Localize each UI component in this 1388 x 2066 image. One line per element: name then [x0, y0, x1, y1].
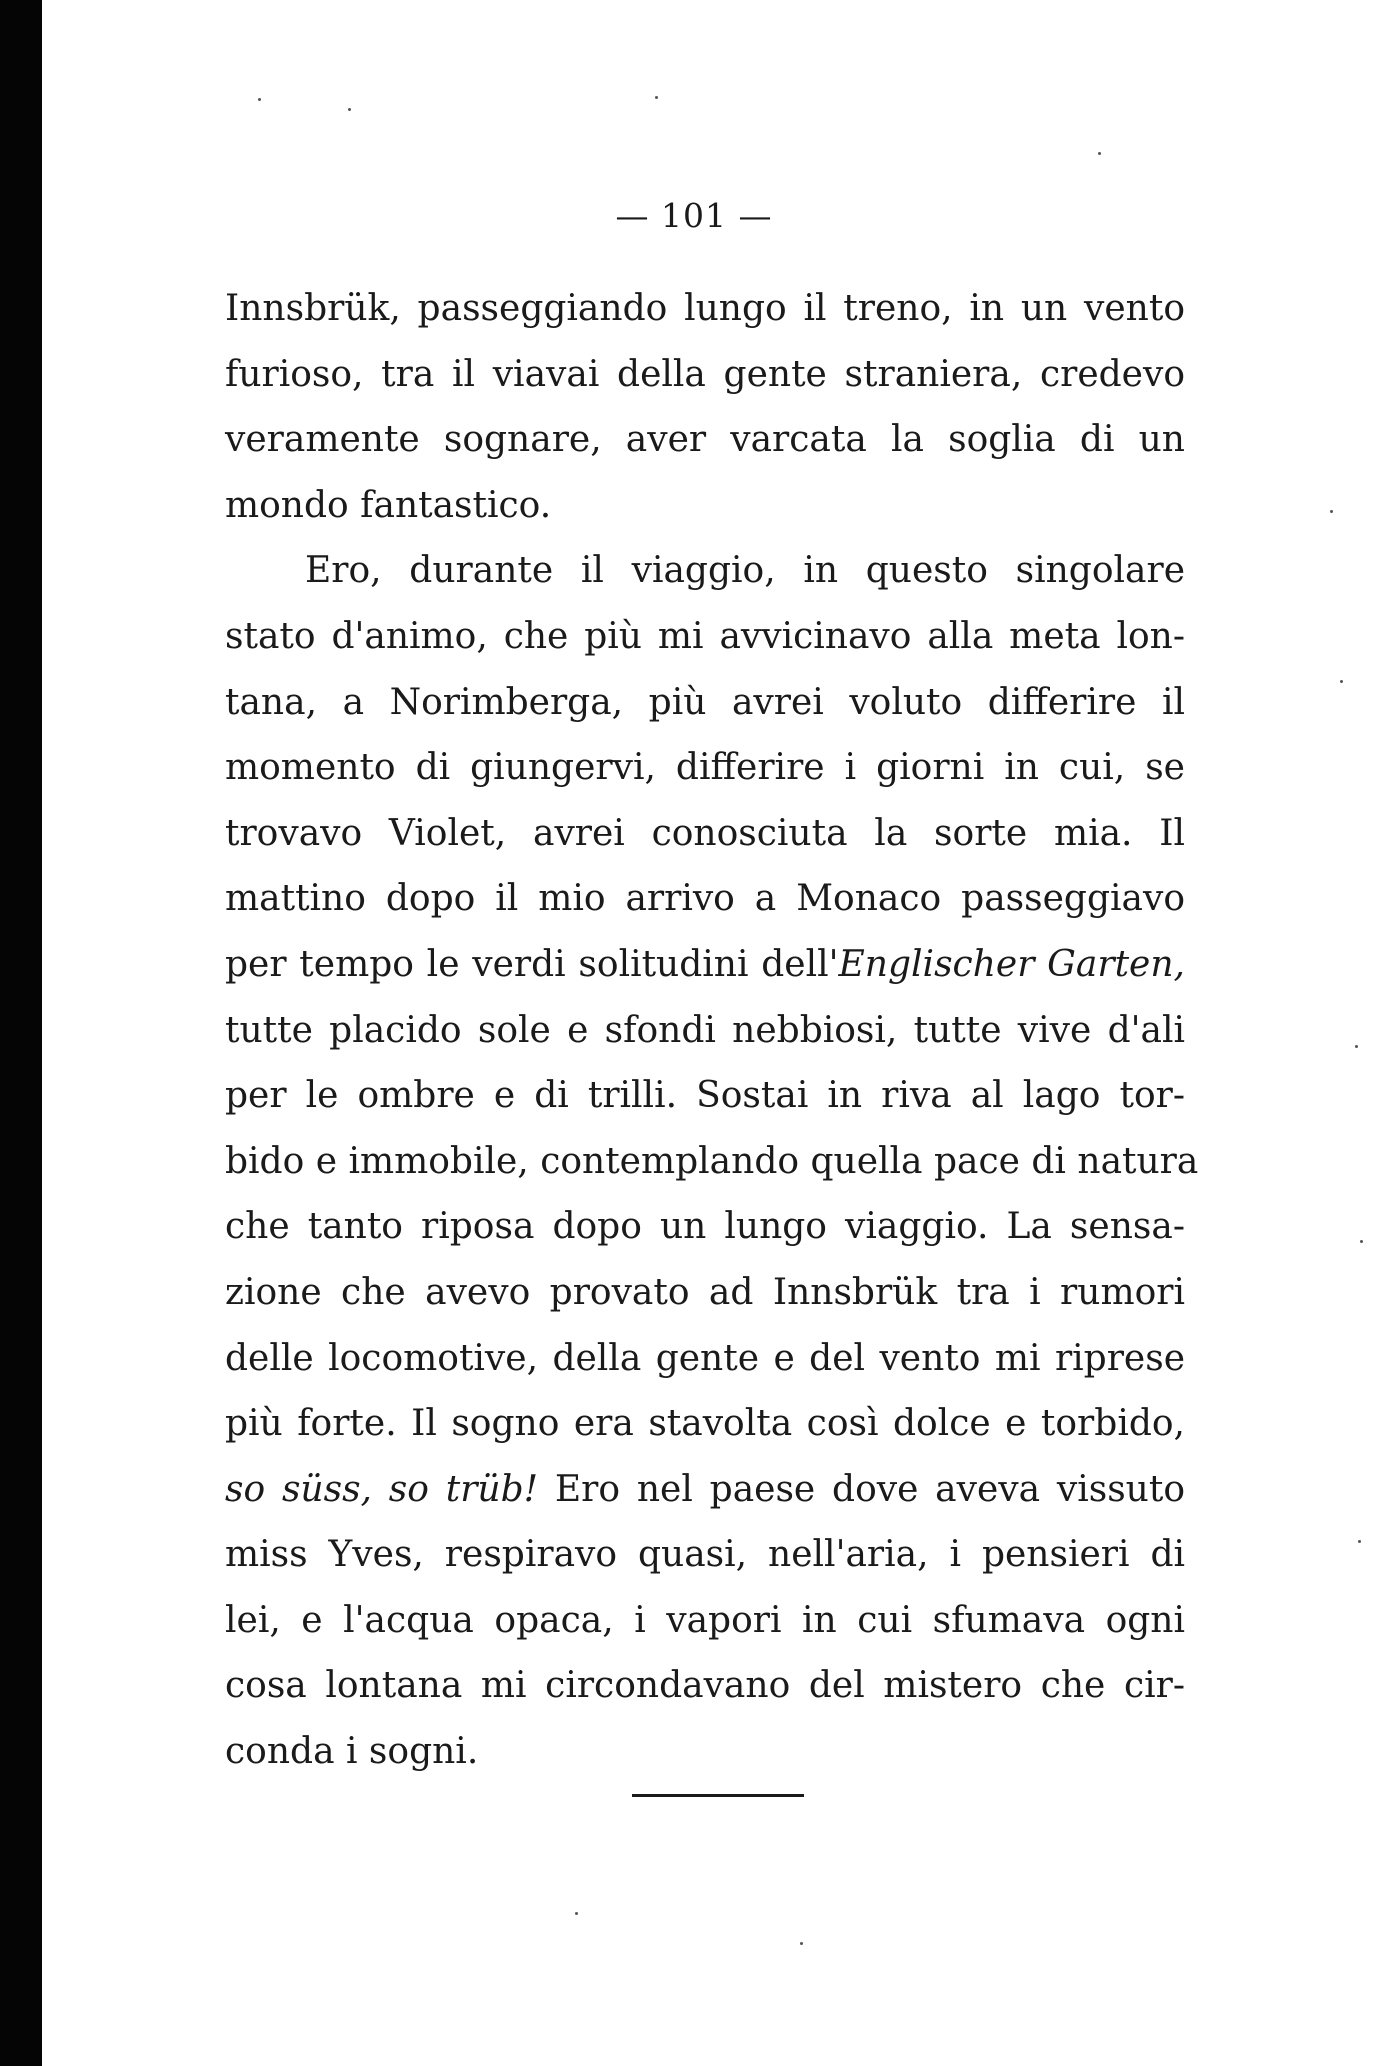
paragraph-1: [225, 276, 1185, 538]
body-text: [225, 276, 1199, 1785]
text-line: [225, 1457, 1185, 1523]
scan-speck: [1358, 1540, 1361, 1543]
scan-speck: [1098, 152, 1101, 155]
text-line: trovavo Violet, avrei conosciuta la sorte mia. Il: [225, 812, 1185, 854]
italic-phrase: Englischer Garten,: [838, 943, 1185, 985]
text-segment: Ero nel paese dove aveva vissuto: [538, 1468, 1186, 1510]
section-divider: [632, 1794, 804, 1797]
scan-speck: [800, 1942, 803, 1945]
text-line: conda i sogni.: [225, 1731, 479, 1773]
text-line: tana, a Norimberga, più avrei voluto differire il: [225, 681, 1185, 723]
scan-speck: [575, 1912, 578, 1915]
text-line: per le ombre e di trilli. Sostai in riva al lago tor-: [225, 1075, 1185, 1117]
text-line: [225, 932, 1185, 998]
scan-speck: [655, 96, 658, 99]
text-line: mattino dopo il mio arrivo a Monaco passeggiavo: [225, 878, 1185, 920]
text-line: bido e immobile, contemplando quella pace di natura: [225, 1140, 1199, 1182]
text-line: Innsbrük, passeggiando lungo il treno, in un vento: [225, 288, 1185, 329]
text-line: mondo fantastico.: [225, 484, 552, 526]
text-line: stato d'animo, che più mi avvicinavo alla meta lon-: [225, 615, 1185, 657]
scan-speck: [1355, 1045, 1358, 1048]
text-line: che tanto riposa dopo un lungo viaggio. La sensa-: [225, 1206, 1185, 1248]
page-number: — 101 —: [615, 196, 773, 235]
scan-edge-bar: [0, 0, 42, 2066]
text-line: Ero, durante il viaggio, in questo singolare: [305, 550, 1185, 592]
text-line: zione che avevo provato ad Innsbrük tra i rumori: [225, 1271, 1185, 1313]
text-line: delle locomotive, della gente e del vento mi riprese: [225, 1337, 1185, 1379]
text-line: veramente sognare, aver varcata la soglia di un: [225, 419, 1185, 461]
text-line: miss Yves, respiravo quasi, nell'aria, i pensieri di: [225, 1534, 1185, 1576]
paragraph-2: [225, 538, 1199, 1784]
text-segment: per tempo le verdi solitudini dell': [225, 943, 839, 985]
scan-speck: [348, 108, 351, 111]
text-line: più forte. Il sogno era stavolta così dolce e torbido,: [225, 1403, 1185, 1445]
text-line: momento di giungervi, differire i giorni in cui, se: [225, 747, 1185, 789]
text-line: tutte placido sole e sfondi nebbiosi, tutte vive d'ali: [225, 1009, 1185, 1051]
scan-speck: [258, 98, 261, 101]
text-line: cosa lontana mi circondavano del mistero che cir-: [225, 1665, 1185, 1707]
scan-speck: [1360, 1240, 1363, 1243]
text-line: furioso, tra il viavai della gente straniera, credevo: [225, 353, 1185, 395]
scan-speck: [1330, 510, 1333, 513]
text-line: lei, e l'acqua opaca, i vapori in cui sfumava ogni: [225, 1599, 1185, 1641]
scan-speck: [1340, 680, 1343, 683]
italic-phrase: so süss, so trüb!: [225, 1468, 539, 1510]
